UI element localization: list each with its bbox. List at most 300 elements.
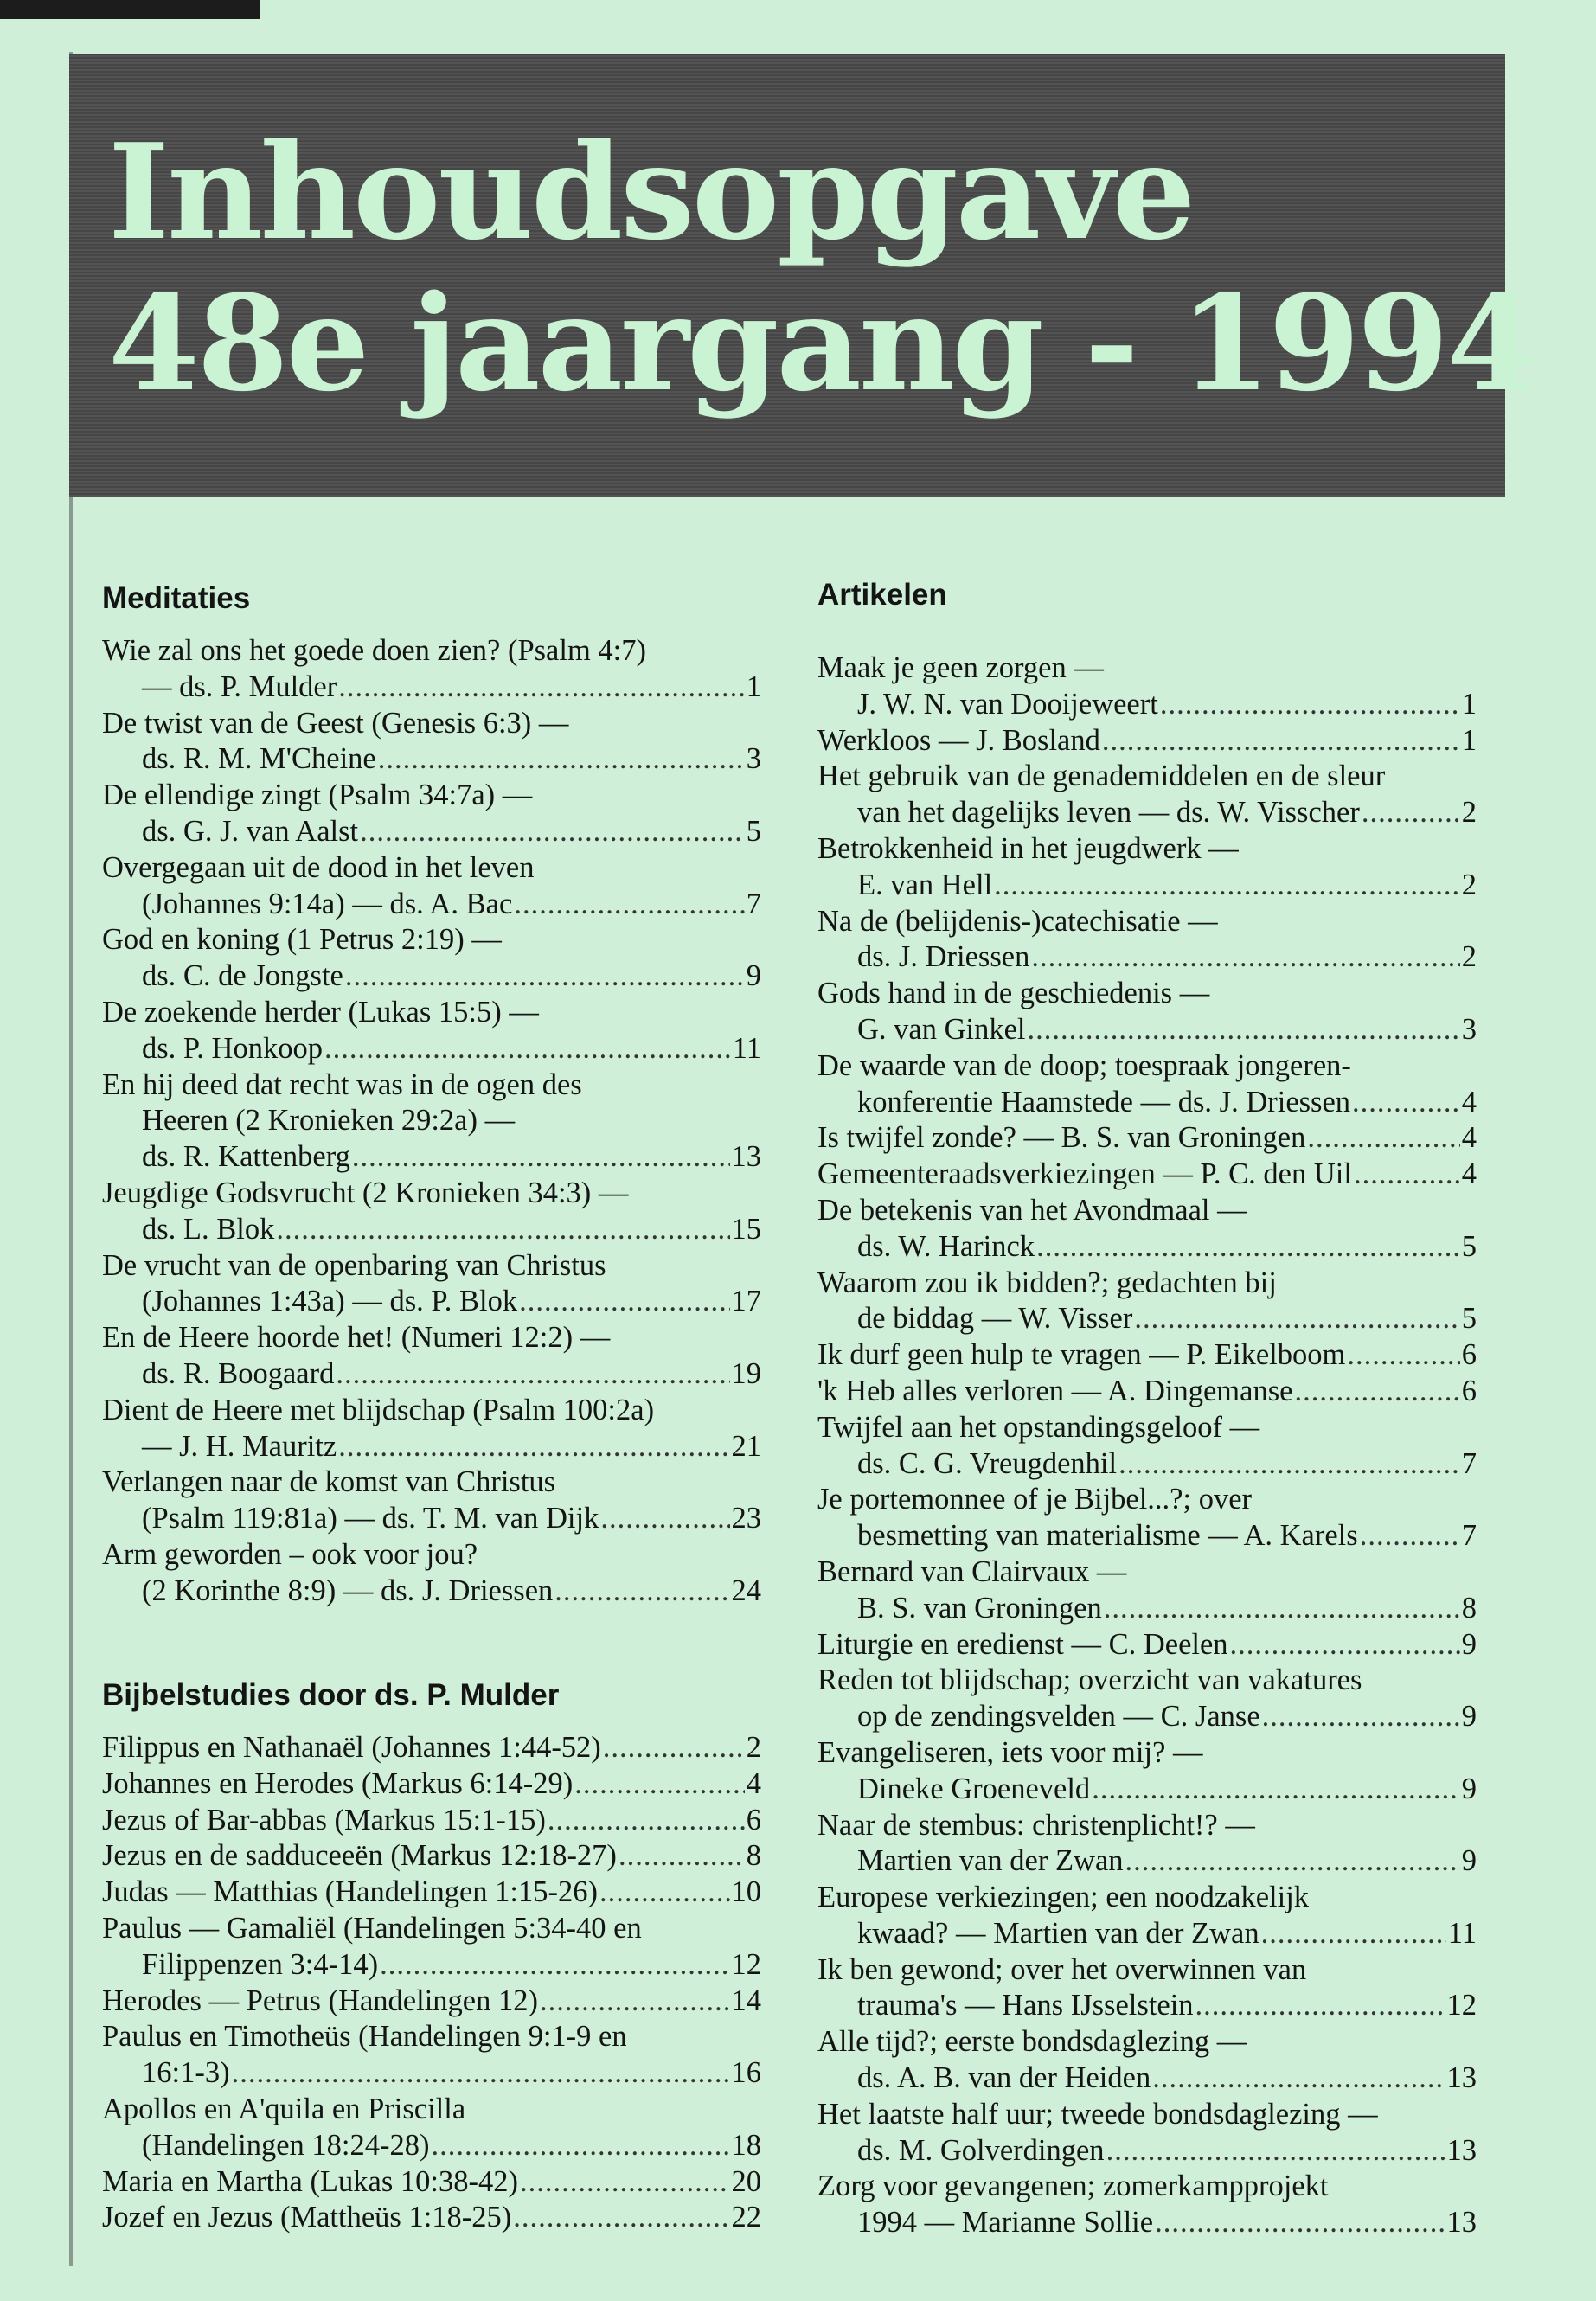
page-number: 7 <box>1461 1519 1477 1553</box>
page-number: 18 <box>731 2128 761 2162</box>
toc-entry <box>102 2019 761 2092</box>
toc-entry-title <box>817 1627 1477 1663</box>
toc-entry-continuation <box>817 1843 1477 1880</box>
toc-entry-title <box>817 976 1477 1012</box>
toc-entry <box>102 1875 761 1911</box>
toc-entry-continuation <box>102 2128 761 2164</box>
page-number: 13 <box>731 1140 761 1174</box>
toc-entry-text: Jeugdige Godsvrucht (2 Kronieken 34:3) — <box>102 1176 629 1209</box>
toc-entry-text: Filippenzen 3:4-14) <box>142 1947 379 1981</box>
toc-entry-title <box>102 995 761 1031</box>
toc-entry-text: Wie zal ons het goede doen zien? (Psalm 4:7) <box>102 634 646 667</box>
toc-entry-text: God en koning (1 Petrus 2:19) — <box>102 923 502 957</box>
toc-entry-continuation <box>817 1085 1477 1121</box>
toc-entry-text: ds. R. Boogaard <box>142 1356 335 1390</box>
toc-entry-continuation <box>102 1139 761 1176</box>
page-number: 2 <box>1461 796 1477 830</box>
toc-entry-title <box>102 922 761 958</box>
toc-entry <box>817 1952 1477 2025</box>
dot-leader <box>1360 1518 1460 1554</box>
dot-leader <box>1106 2133 1445 2170</box>
toc-entry-title <box>102 2164 761 2201</box>
toc-entry-text: ds. G. J. van Aalst <box>142 814 359 848</box>
page-number: 7 <box>1461 1446 1477 1480</box>
toc-entry-text: G. van Ginkel <box>857 1012 1026 1046</box>
toc-entry <box>817 1880 1477 1952</box>
toc-entry <box>817 1337 1477 1374</box>
toc-entry-text: ds. R. M. M'Cheine <box>142 742 376 776</box>
dot-leader <box>994 868 1460 904</box>
toc-entry-text: Bernard van Clairvaux — <box>817 1554 1127 1588</box>
toc-entry <box>817 1808 1477 1881</box>
toc-entry-title <box>817 1337 1477 1374</box>
toc-entry-continuation <box>817 795 1477 831</box>
page-number: 17 <box>731 1285 761 1318</box>
toc-entry-title <box>817 1952 1477 1989</box>
toc-entry-title <box>102 1176 761 1212</box>
dot-leader <box>345 958 745 995</box>
toc-entry-text: B. S. van Groningen <box>857 1591 1102 1625</box>
toc-entry <box>817 1193 1477 1266</box>
toc-entry-text: Is twijfel zonde? — B. S. van Groningen <box>817 1121 1306 1155</box>
page-number: 11 <box>1447 1916 1477 1950</box>
toc-entry-title <box>817 723 1477 760</box>
toc-entry-continuation <box>102 1284 761 1320</box>
page-number: 4 <box>1461 1121 1477 1155</box>
toc-entry-title <box>817 831 1477 868</box>
dot-leader <box>232 2055 730 2092</box>
toc-entry-text: Gods hand in de geschiedenis — <box>817 977 1210 1010</box>
dot-leader <box>519 1284 729 1320</box>
toc-entry-title <box>817 1880 1477 1916</box>
page-number: 5 <box>746 814 761 848</box>
toc-entry <box>817 1266 1477 1338</box>
dot-leader <box>1160 687 1460 723</box>
page-number: 12 <box>731 1947 761 1981</box>
toc-entry <box>102 706 761 779</box>
page-number: 9 <box>746 959 761 993</box>
page-number: 2 <box>1461 868 1477 901</box>
toc-entry-text: ds. W. Harinck <box>857 1229 1035 1263</box>
toc-entry-continuation <box>102 1031 761 1067</box>
toc-entry-text: de biddag — W. Visser <box>857 1302 1133 1336</box>
page-number: 15 <box>731 1212 761 1246</box>
toc-entry-text: Reden tot blijdschap; overzicht van vakatures <box>817 1663 1362 1697</box>
toc-entry-text: Filippus en Nathanaël (Johannes 1:44-52) <box>102 1731 601 1764</box>
toc-entry-continuation <box>817 1518 1477 1554</box>
toc-entry-title <box>102 850 761 887</box>
toc-entry <box>102 633 761 706</box>
toc-entry-continuation <box>817 2133 1477 2170</box>
toc-entry-text: Liturgie en eredienst — C. Deelen <box>817 1627 1228 1661</box>
toc-entry-text: (Johannes 9:14a) — ds. A. Bac <box>142 887 513 920</box>
page-number: 1 <box>1461 687 1477 721</box>
toc-entry-text: — ds. P. Mulder <box>142 670 337 703</box>
toc-entry-text: Paulus — Gamaliël (Handelingen 5:34-40 en <box>102 1911 642 1945</box>
toc-entry <box>817 904 1477 977</box>
toc-entry-continuation <box>102 887 761 923</box>
toc-entry-text: Maria en Martha (Lukas 10:38-42) <box>102 2164 518 2198</box>
toc-entry-continuation <box>817 1988 1477 2024</box>
toc-entry-text: ds. A. B. van der Heiden <box>857 2061 1151 2095</box>
toc-entry-text: Het laatste half uur; tweede bondsdaglezing — <box>817 2097 1378 2131</box>
toc-entry-text: Arm geworden – ook voor jou? <box>102 1537 478 1571</box>
toc-entry-text: De twist van de Geest (Genesis 6:3) — <box>102 706 569 740</box>
toc-entry-text: Jezus of Bar-abbas (Markus 15:1-15) <box>102 1803 546 1836</box>
dot-leader <box>1036 1229 1460 1266</box>
toc-entry-text: (Psalm 119:81a) — ds. T. M. van Dijk <box>142 1502 599 1535</box>
dot-leader <box>1261 1916 1446 1952</box>
toc-entry-continuation <box>817 1772 1477 1808</box>
toc-entry <box>817 1554 1477 1627</box>
toc-entry <box>817 2024 1477 2097</box>
dot-leader <box>360 814 745 850</box>
toc-entry-title <box>102 2200 761 2236</box>
dot-leader <box>1347 1337 1459 1374</box>
page-number: 16 <box>731 2056 761 2090</box>
toc-entry-title <box>817 1663 1477 1699</box>
dot-leader <box>1352 1085 1460 1121</box>
toc-entry <box>102 1911 761 1984</box>
toc-entry-text: Na de (belijdenis-)catechisatie — <box>817 904 1218 938</box>
toc-entry-text: ds. L. Blok <box>142 1212 275 1246</box>
dot-leader <box>1307 1120 1459 1157</box>
toc-entry-text: De ellendige zingt (Psalm 34:7a) — <box>102 779 533 812</box>
page-number: 1 <box>1461 723 1477 757</box>
toc-entry-text: kwaad? — Martien van der Zwan <box>857 1916 1259 1950</box>
toc-entry-title <box>102 706 761 742</box>
toc-entry-title <box>817 904 1477 940</box>
toc-entry-text: En hij deed dat recht was in de ogen des <box>102 1067 582 1101</box>
toc-entry-text: Ik ben gewond; over het overwinnen van <box>817 1952 1307 1986</box>
dot-leader <box>324 1031 731 1067</box>
toc-entry-continuation <box>102 1212 761 1248</box>
toc-entry <box>817 759 1477 831</box>
toc-entry <box>817 2097 1477 2170</box>
toc-entry <box>817 1048 1477 1121</box>
toc-entry-text: Judas — Matthias (Handelingen 1:15-26) <box>102 1875 598 1909</box>
toc-entry <box>817 1120 1477 1157</box>
dot-leader <box>276 1212 729 1248</box>
dot-leader <box>378 741 745 778</box>
dot-leader <box>1152 2061 1445 2097</box>
dot-leader <box>599 1875 730 1911</box>
toc-entry-continuation <box>102 1103 761 1139</box>
dot-leader <box>1155 2205 1445 2241</box>
dot-leader <box>554 1574 729 1610</box>
toc-entry-title <box>102 2092 761 2128</box>
toc-entry-title <box>102 1465 761 1501</box>
dot-leader <box>1262 1699 1460 1735</box>
dot-leader <box>1230 1627 1460 1663</box>
section-heading-artikelen: Artikelen <box>817 578 947 612</box>
page-number: 6 <box>1461 1338 1477 1372</box>
page-number: 21 <box>731 1429 761 1463</box>
toc-entry-text: E. van Hell <box>857 868 993 901</box>
toc-entry-continuation <box>817 2061 1477 2097</box>
toc-entry <box>102 850 761 923</box>
toc-entry-title <box>102 1537 761 1574</box>
toc-entry-continuation <box>817 1591 1477 1627</box>
toc-entry-title <box>102 1984 761 2020</box>
toc-entry-continuation <box>102 1574 761 1610</box>
section-heading-bijbelstudies: Bijbelstudies door ds. P. Mulder <box>102 1678 560 1712</box>
toc-entry-text: Dineke Groeneveld <box>857 1772 1091 1805</box>
toc-entry-text: Alle tijd?; eerste bondsdaglezing — <box>817 2025 1247 2059</box>
scan-edge <box>0 0 260 19</box>
toc-entry <box>102 1803 761 1839</box>
dot-leader <box>338 1429 729 1465</box>
page-number: 6 <box>1461 1374 1477 1407</box>
toc-entry <box>102 778 761 850</box>
toc-entry-text: Werkloos — J. Bosland <box>817 723 1100 757</box>
toc-entry-continuation <box>102 958 761 995</box>
dot-leader <box>1102 723 1460 760</box>
toc-entry-text: ds. C. G. Vreugdenhil <box>857 1446 1118 1480</box>
dot-leader <box>514 887 744 923</box>
toc-entry-title <box>817 1808 1477 1844</box>
page-number: 20 <box>731 2164 761 2198</box>
toc-entry-text: (Handelingen 18:24-28) <box>142 2128 430 2162</box>
page-number: 1 <box>746 670 761 703</box>
toc-entry-title <box>817 1193 1477 1229</box>
artikelen-list <box>817 651 1477 2241</box>
toc-entry-text: (2 Korinthe 8:9) — ds. J. Driessen <box>142 1574 554 1607</box>
bijbelstudies-list <box>102 1730 761 2236</box>
toc-entry-text: Evangeliseren, iets voor mij? — <box>817 1735 1203 1769</box>
page-number: 8 <box>746 1839 761 1873</box>
toc-entry-text: Dient de Heere met blijdschap (Psalm 100:2a) <box>102 1393 655 1426</box>
dot-leader <box>338 670 745 706</box>
dot-leader <box>1031 939 1459 976</box>
toc-entry-title <box>102 1838 761 1875</box>
dot-leader <box>600 1501 729 1537</box>
toc-entry-title <box>817 1157 1477 1193</box>
toc-entry-text: De betekenis van het Avondmaal — <box>817 1193 1247 1227</box>
page-number: 7 <box>746 887 761 920</box>
toc-entry-title <box>102 1766 761 1803</box>
toc-entry <box>102 1176 761 1248</box>
toc-entry-text: Ik durf geen hulp te vragen — P. Eikelboom <box>817 1338 1346 1372</box>
toc-entry-text: ds. P. Honkoop <box>142 1031 323 1065</box>
toc-entry-text: De vrucht van de openbaring van Christus <box>102 1248 606 1282</box>
toc-entry-continuation <box>817 1916 1477 1952</box>
toc-entry-text: trauma's — Hans IJsselstein <box>857 1989 1194 2022</box>
page-number: 2 <box>1461 940 1477 974</box>
toc-entry <box>102 2164 761 2201</box>
toc-entry <box>817 1157 1477 1193</box>
toc-entry-title <box>817 651 1477 687</box>
dot-leader <box>1195 1988 1445 2024</box>
toc-entry-continuation <box>102 1429 761 1465</box>
dot-leader <box>520 2164 730 2201</box>
toc-entry-title <box>817 1120 1477 1157</box>
toc-entry-continuation <box>102 741 761 778</box>
dot-leader <box>1362 795 1460 831</box>
page-number: 19 <box>731 1356 761 1390</box>
toc-entry-text: 'k Heb alles verloren — A. Dingemanse <box>817 1374 1293 1407</box>
toc-entry-continuation <box>817 868 1477 904</box>
toc-entry-continuation <box>102 1947 761 1984</box>
section-heading-meditaties: Meditaties <box>102 581 251 615</box>
toc-entry-text: En de Heere hoorde het! (Numeri 12:2) — <box>102 1321 611 1355</box>
page-number: 24 <box>731 1574 761 1607</box>
toc-entry-continuation <box>817 939 1477 976</box>
toc-entry-text: van het dagelijks leven — ds. W. Visscher <box>857 796 1360 830</box>
toc-entry-text: J. W. N. van Dooijeweert <box>857 687 1158 721</box>
toc-entry <box>817 1735 1477 1808</box>
toc-entry-text: ds. R. Kattenberg <box>142 1140 350 1174</box>
toc-entry-text: — J. H. Mauritz <box>142 1429 337 1463</box>
dot-leader <box>548 1803 745 1839</box>
dot-leader <box>352 1139 730 1176</box>
toc-entry-title <box>817 1482 1477 1518</box>
page-number: 13 <box>1446 2133 1477 2167</box>
page-number: 22 <box>731 2201 761 2234</box>
toc-entry-title <box>817 1374 1477 1410</box>
toc-entry <box>817 1663 1477 1735</box>
toc-entry-text: 16:1-3) <box>142 2056 230 2090</box>
dot-leader <box>574 1766 745 1803</box>
page-number: 5 <box>1461 1229 1477 1263</box>
toc-entry <box>102 995 761 1067</box>
dot-leader <box>1028 1012 1460 1048</box>
toc-entry-title <box>102 2019 761 2055</box>
page-number: 3 <box>1461 1012 1477 1046</box>
toc-entry-text: Overgegaan uit de dood in het leven <box>102 850 535 884</box>
toc-entry <box>817 651 1477 723</box>
toc-entry <box>102 1067 761 1176</box>
toc-entry-text: Heeren (2 Kronieken 29:2a) — <box>142 1104 516 1138</box>
dot-leader <box>1125 1843 1460 1880</box>
toc-entry <box>102 2092 761 2164</box>
page-number: 11 <box>732 1031 761 1065</box>
toc-entry-text: op de zendingsvelden — C. Janse <box>857 1700 1260 1734</box>
toc-entry <box>102 922 761 995</box>
dot-leader <box>380 1947 729 1984</box>
toc-entry <box>102 1766 761 1803</box>
toc-entry-continuation <box>817 1012 1477 1048</box>
toc-entry-text: Gemeenteraadsverkiezingen — P. C. den Uil <box>817 1157 1352 1191</box>
dot-leader <box>619 1838 745 1875</box>
toc-entry-title <box>102 1803 761 1839</box>
toc-entry-continuation <box>817 687 1477 723</box>
toc-entry-title <box>817 1266 1477 1302</box>
toc-entry-title <box>817 1048 1477 1085</box>
toc-entry-title <box>817 2097 1477 2133</box>
toc-entry <box>102 1248 761 1321</box>
page-number: 3 <box>746 742 761 776</box>
toc-entry-continuation <box>817 1446 1477 1483</box>
toc-entry-text: Twijfel aan het opstandingsgeloof — <box>817 1410 1260 1444</box>
toc-entry-text: Herodes — Petrus (Handelingen 12) <box>102 1984 538 2017</box>
toc-entry <box>817 1482 1477 1554</box>
toc-entry <box>102 1537 761 1610</box>
toc-entry-title <box>817 2169 1477 2205</box>
toc-entry-continuation <box>817 1229 1477 1266</box>
page-number: 2 <box>746 1731 761 1764</box>
dot-leader <box>336 1356 729 1393</box>
toc-entry-text: Waarom zou ik bidden?; gedachten bij <box>817 1266 1277 1299</box>
toc-entry-text: De waarde van de doop; toespraak jongeren- <box>817 1048 1351 1082</box>
dot-leader <box>1118 1446 1460 1483</box>
toc-entry-text: Je portemonnee of je Bijbel...?; over <box>817 1483 1253 1516</box>
toc-entry <box>102 1393 761 1465</box>
toc-entry-title <box>102 778 761 814</box>
toc-entry-text: Naar de stembus: christenplicht!? — <box>817 1808 1255 1842</box>
dot-leader <box>1104 1591 1460 1627</box>
page-number: 12 <box>1446 1989 1477 2022</box>
dot-leader <box>1294 1374 1459 1410</box>
dot-leader <box>513 2200 729 2236</box>
toc-entry-continuation <box>817 1699 1477 1735</box>
toc-entry <box>817 723 1477 760</box>
page-number: 13 <box>1446 2206 1477 2240</box>
toc-entry-text: Maak je geen zorgen — <box>817 651 1104 684</box>
toc-entry <box>817 831 1477 904</box>
toc-entry-continuation <box>102 814 761 850</box>
toc-entry-title <box>102 1875 761 1911</box>
toc-entry <box>102 1838 761 1875</box>
page-number: 9 <box>1461 1627 1477 1661</box>
toc-entry-title <box>102 633 761 670</box>
toc-entry-continuation <box>817 1301 1477 1337</box>
toc-entry-title <box>102 1067 761 1104</box>
dot-leader <box>1092 1772 1460 1808</box>
toc-entry-text: Apollos en A'quila en Priscilla <box>102 2092 466 2125</box>
toc-entry <box>817 1374 1477 1410</box>
meditaties-list <box>102 633 761 1610</box>
toc-entry-text: Jozef en Jezus (Mattheüs 1:18-25) <box>102 2201 512 2234</box>
toc-entry-title <box>102 1320 761 1356</box>
toc-entry-title <box>817 759 1477 795</box>
toc-entry-title <box>817 1410 1477 1446</box>
toc-entry <box>817 1410 1477 1483</box>
page-number: 13 <box>1446 2061 1477 2095</box>
toc-entry <box>817 976 1477 1048</box>
toc-entry-continuation <box>817 2205 1477 2241</box>
page-number: 14 <box>731 1984 761 2017</box>
page-number: 23 <box>731 1502 761 1535</box>
page-title: Inhoudsopgave <box>108 114 1194 269</box>
toc-entry-continuation <box>102 1501 761 1537</box>
volume-subtitle: 48e jaargang - 1994 <box>108 266 1535 420</box>
toc-entry-title <box>102 1248 761 1285</box>
toc-entry-text: De zoekende herder (Lukas 15:5) — <box>102 995 539 1029</box>
toc-entry-title <box>102 1911 761 1947</box>
toc-entry-title <box>102 1730 761 1766</box>
page-number: 9 <box>1461 1700 1477 1734</box>
toc-entry-title <box>102 1393 761 1429</box>
page-number: 9 <box>1461 1772 1477 1805</box>
toc-entry-text: Verlangen naar de komst van Christus <box>102 1465 556 1499</box>
page-number: 5 <box>1461 1302 1477 1336</box>
toc-entry-text: besmetting van materialisme — A. Karels <box>857 1519 1358 1553</box>
page-number: 4 <box>746 1766 761 1800</box>
toc-entry-text: ds. M. Golverdingen <box>857 2133 1105 2167</box>
toc-entry-text: ds. J. Driessen <box>857 940 1030 974</box>
toc-entry-text: Martien van der Zwan <box>857 1844 1124 1878</box>
dot-leader <box>1134 1301 1459 1337</box>
title-banner <box>69 54 1535 497</box>
toc-entry-text: ds. C. de Jongste <box>142 959 343 993</box>
page-number: 9 <box>1461 1844 1477 1878</box>
toc-entry-title <box>817 2024 1477 2061</box>
toc-entry-continuation <box>102 670 761 706</box>
toc-entry <box>102 1320 761 1393</box>
toc-entry-text: Europese verkiezingen; een noodzakelijk <box>817 1881 1310 1914</box>
page-number: 6 <box>746 1803 761 1836</box>
